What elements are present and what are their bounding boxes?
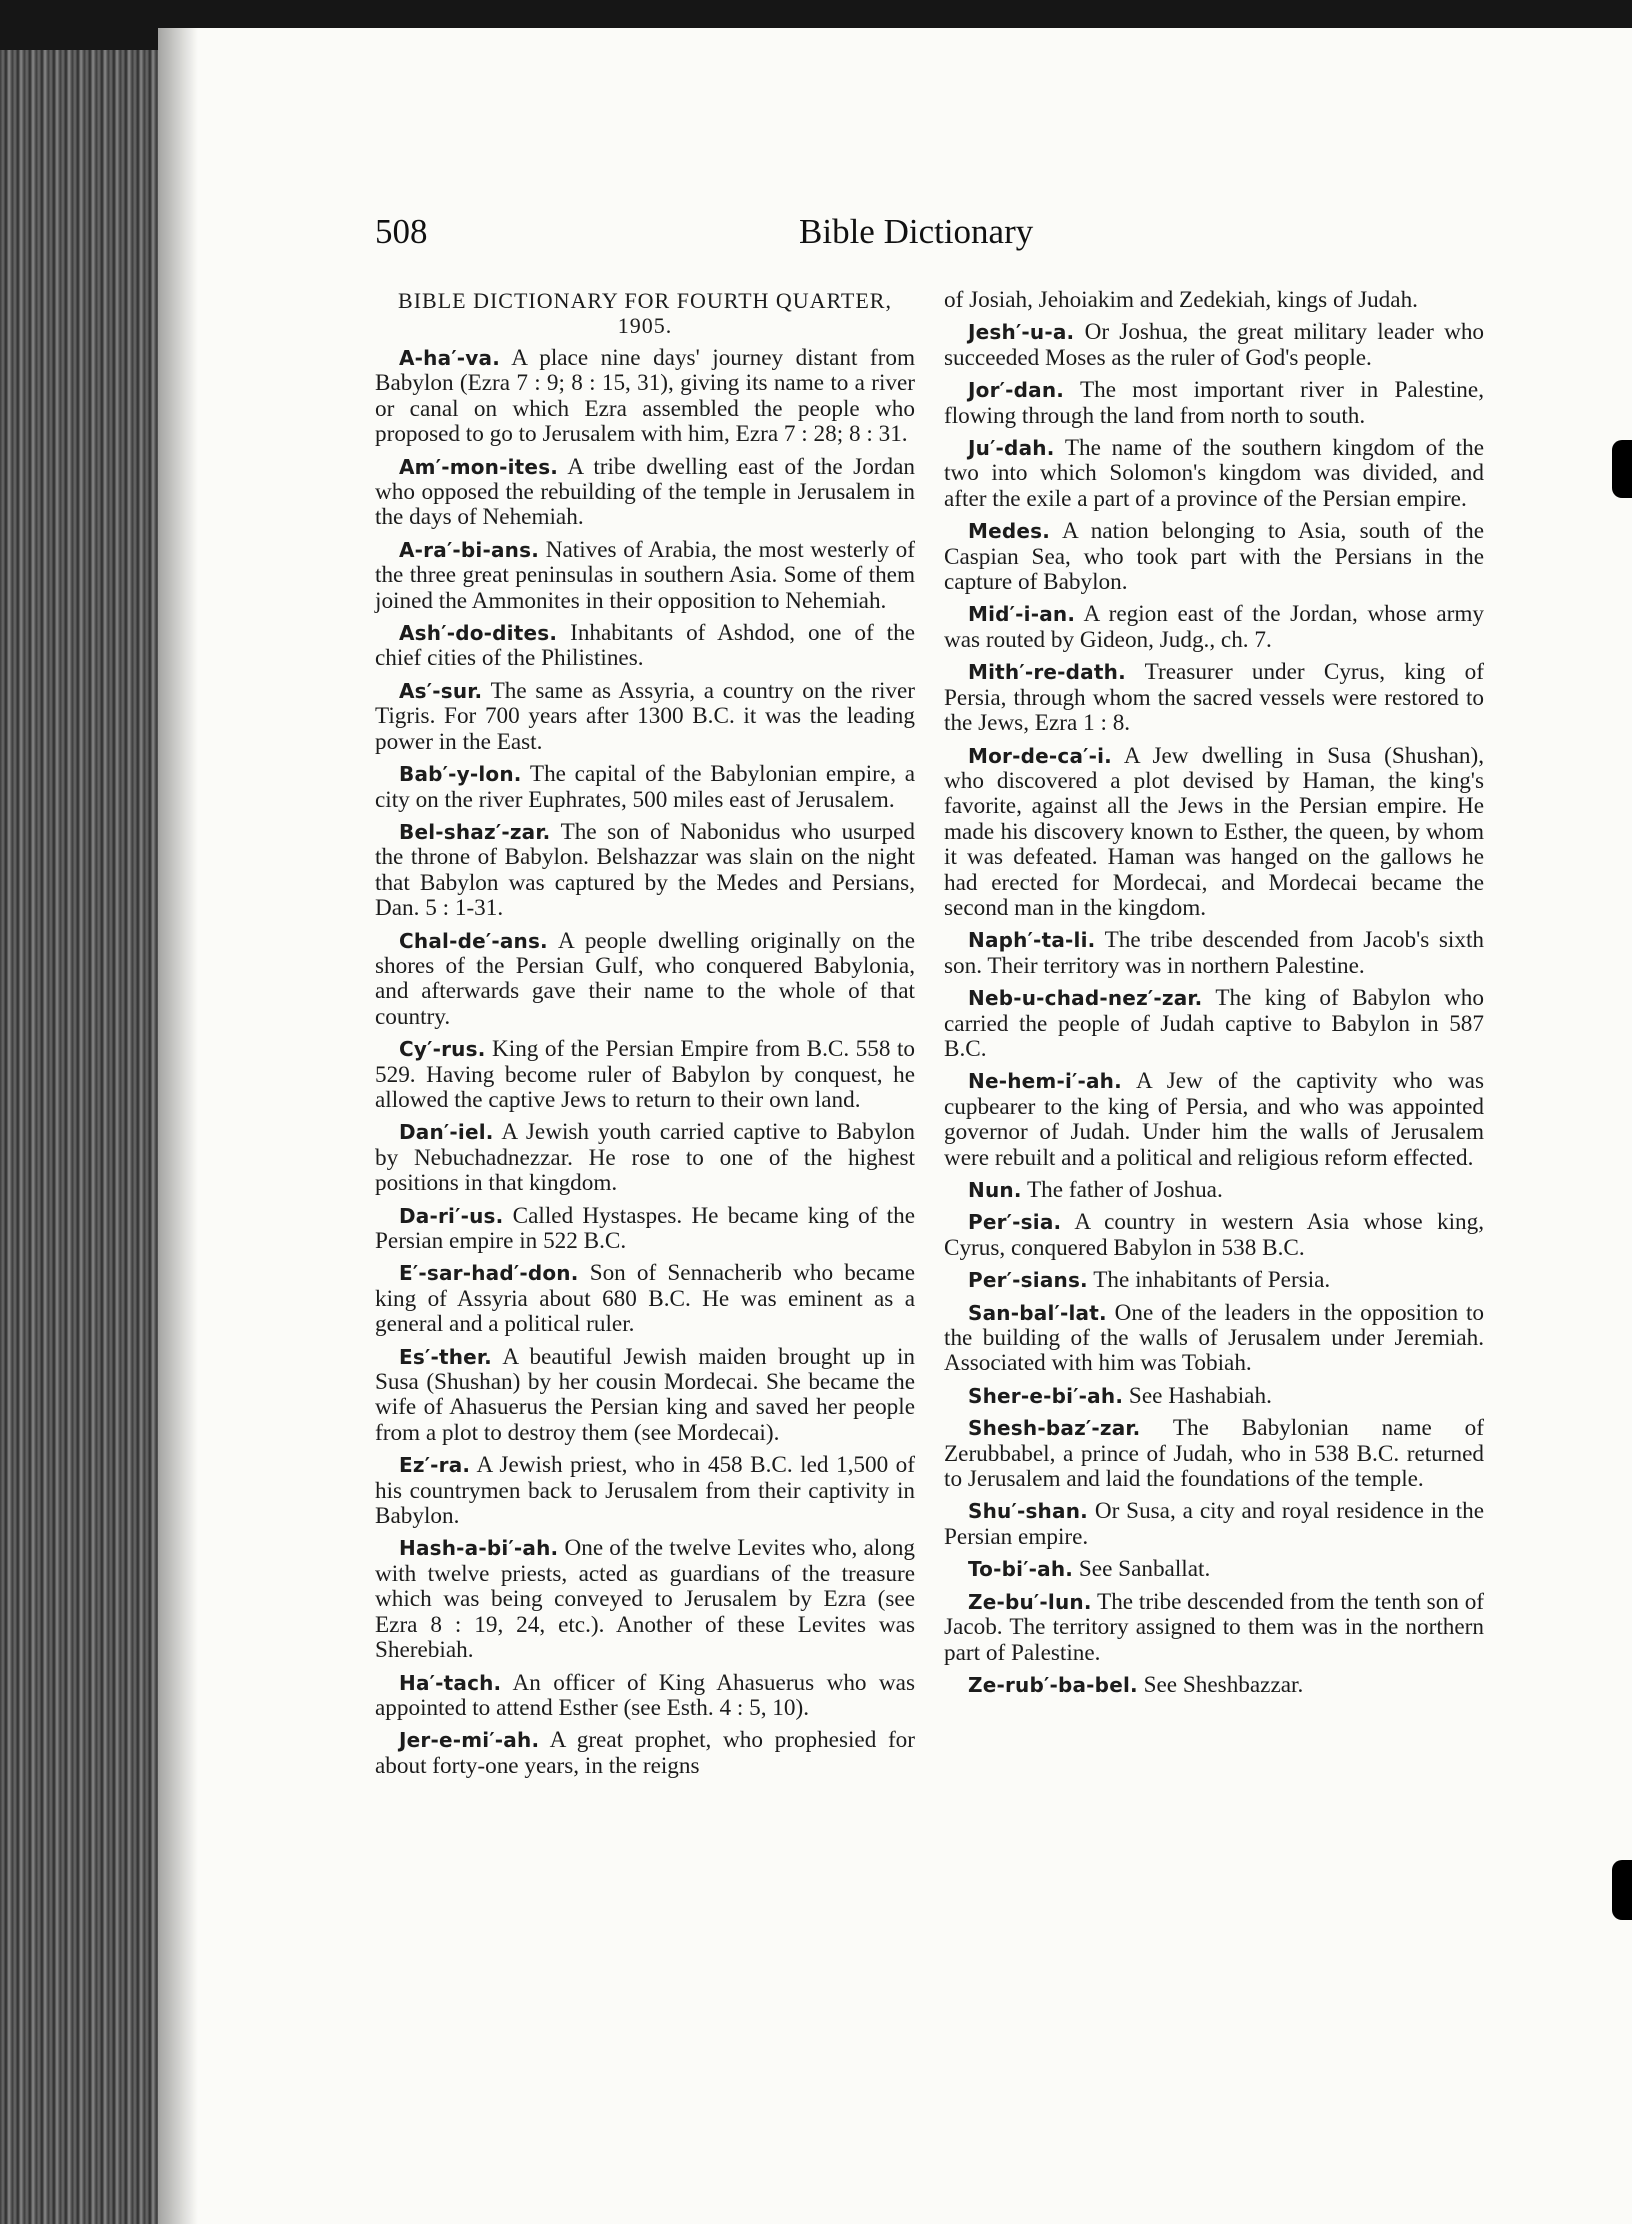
entry-headword: Hash-a-bi′-ah. bbox=[399, 1536, 559, 1561]
dictionary-entry bbox=[375, 1120, 915, 1196]
left-column bbox=[375, 288, 915, 1786]
entry-headword: Ze-rub′-ba-bel. bbox=[968, 1672, 1138, 1697]
entry-headword: Shu′-shan. bbox=[968, 1499, 1088, 1524]
dictionary-entry bbox=[944, 320, 1484, 371]
entry-headword: Es′-ther. bbox=[399, 1344, 492, 1369]
entry-definition: See Hashabiah. bbox=[1128, 1382, 1272, 1409]
entry-definition: An officer of King Ahasuerus who was appointed to attend Esther (see Esth. 4 : 5, 10). bbox=[375, 1669, 915, 1721]
entry-headword: Da-ri′-us. bbox=[399, 1203, 504, 1228]
entry-definition: A place nine days' journey distant from Babylon (Ezra 7 : 9; 8 : 15, 31), giving its name to a river or canal on which Ezra assembled the people who proposed to go to Jerusalem with him, Ezra 7 : 28; 8 : 31. bbox=[375, 345, 915, 448]
dictionary-entry bbox=[944, 928, 1484, 979]
entry-definition: A country in western Asia whose king, Cyrus, conquered Babylon in 538 B.C. bbox=[944, 1209, 1484, 1261]
dictionary-entry bbox=[944, 1210, 1484, 1261]
entry-definition: A Jew of the captivity who was cupbearer to the king of Persia, and who was appointed governor of Judah. Under him the walls of Jerusalem were rebuilt and a political and religious reform effected. bbox=[944, 1068, 1484, 1171]
entry-headword: Naph′-ta-li. bbox=[968, 928, 1096, 953]
entry-definition: Inhabitants of Ashdod, one of the chief cities of the Philistines. bbox=[375, 620, 915, 672]
entry-definition: Called Hystaspes. He became king of the Persian empire in 522 B.C. bbox=[375, 1202, 915, 1254]
dictionary-entry bbox=[944, 1268, 1484, 1293]
entry-headword: Per′-sians. bbox=[968, 1268, 1088, 1293]
entry-headword: A-ha′-va. bbox=[399, 346, 501, 370]
entry-headword: Jesh′-u-a. bbox=[968, 320, 1075, 345]
dictionary-entry bbox=[375, 929, 915, 1031]
entry-headword: Ez′-ra. bbox=[399, 1453, 471, 1478]
entry-headword: Medes. bbox=[968, 519, 1051, 544]
dictionary-entry bbox=[944, 986, 1484, 1062]
entry-definition: The tribe descended from the tenth son of Jacob. The territory assigned to them was in the northern part of Palestine. bbox=[944, 1588, 1485, 1666]
entry-definition: A region east of the Jordan, whose army was routed by Gideon, Judg., ch. 7. bbox=[944, 601, 1484, 653]
entry-definition: A people dwelling originally on the shores of the Persian Gulf, who conquered Babylonia, and afterwards gave their name to the whole of that country. bbox=[375, 927, 915, 1030]
dictionary-entry bbox=[944, 1384, 1484, 1409]
entry-definition: Natives of Arabia, the most westerly of the three great peninsulas in southern Asia. Some of them joined the Ammonites in their opposition to Nehemiah. bbox=[375, 536, 915, 614]
dictionary-entry bbox=[944, 519, 1484, 595]
entry-definition: A Jew dwelling in Susa (Shushan), who discovered a plot devised by Haman, the king's favorite, against all the Jews in the Persian empire. He made his discovery known to Esther, the queen, by whom it was defeated. Haman was hanged on the gallows he had erected for Mordecai, and Mordecai became the second man in the kingdom. bbox=[944, 742, 1484, 921]
dictionary-entry bbox=[944, 378, 1484, 429]
entry-headword: San-bal′-lat. bbox=[968, 1300, 1107, 1325]
dictionary-entry bbox=[375, 1453, 915, 1529]
entry-headword: To-bi′-ah. bbox=[968, 1557, 1074, 1582]
binding-hole-top bbox=[1612, 440, 1632, 498]
entry-definition: The name of the southern kingdom of the two into which Solomon's kingdom was divided, and after the exile a part of a province of the Persian empire. bbox=[944, 435, 1484, 512]
section-title: BIBLE DICTIONARY FOR FOURTH QUARTER, 1905. bbox=[398, 288, 892, 338]
entry-headword: Mith′-re-dath. bbox=[968, 660, 1126, 685]
entry-headword: Bel-shaz′-zar. bbox=[399, 819, 551, 844]
book-page-edges bbox=[0, 50, 170, 2224]
entry-definition: A nation belonging to Asia, south of the Caspian Sea, who took part with the Persians in the capture of Babylon. bbox=[944, 518, 1484, 596]
dictionary-entry bbox=[944, 660, 1484, 736]
dictionary-entry bbox=[375, 679, 915, 755]
entry-definition: Or Joshua, the great military leader who succeeded Moses as the ruler of God's people. bbox=[944, 319, 1485, 371]
dictionary-entry bbox=[944, 1557, 1484, 1582]
entry-definition: A tribe dwelling east of the Jordan who opposed the rebuilding of the temple in Jerusalem in the days of Nehemiah. bbox=[375, 453, 915, 531]
entry-definition: A Jewish youth carried captive to Babylon by Nebuchadnezzar. He rose to one of the highest positions in that kingdom. bbox=[375, 1119, 915, 1197]
dictionary-entry bbox=[944, 602, 1484, 653]
dictionary-entry bbox=[375, 1345, 915, 1447]
entry-headword: E′-sar-had′-don. bbox=[399, 1261, 579, 1286]
dictionary-entry bbox=[375, 1728, 915, 1779]
dictionary-entry bbox=[944, 1301, 1484, 1377]
continued-text: of Josiah, Jehoiakim and Zedekiah, kings of Judah. bbox=[944, 287, 1418, 313]
dictionary-entry bbox=[375, 1037, 915, 1113]
entry-headword: Bab′-y-lon. bbox=[399, 762, 522, 787]
entry-headword: Jer-e-mi′-ah. bbox=[399, 1728, 540, 1753]
entry-definition: One of the twelve Levites who, along with twelve priests, acted as guardians of the treasure which was being conveyed to Jerusalem by Ezra (see Ezra 8 : 19, 24, etc.). Another of these Levites was Sherebiah. bbox=[375, 1535, 916, 1664]
entry-headword: Ash′-do-dites. bbox=[399, 621, 558, 646]
entry-headword: Mor-de-ca′-i. bbox=[968, 743, 1112, 768]
dictionary-entry bbox=[944, 1178, 1484, 1203]
entry-definition: Treasurer under Cyrus, king of Persia, through whom the sacred vessels were restored to the Jews, Ezra 1 : 8. bbox=[944, 659, 1484, 737]
entry-headword: A-ra′-bi-ans. bbox=[399, 537, 540, 562]
entry-headword: Am′-mon-ites. bbox=[399, 454, 559, 479]
right-column bbox=[944, 288, 1484, 1705]
entry-definition: A beautiful Jewish maiden brought up in Susa (Shushan) by her cousin Mordecai. She became the wife of Ahasuerus the Persian king and saved her people from a plot to destroy them (see Mordecai). bbox=[375, 1343, 915, 1446]
entry-headword: Ha′-tach. bbox=[399, 1670, 502, 1695]
dictionary-entry bbox=[944, 744, 1484, 922]
entry-definition: The son of Nabonidus who usurped the throne of Babylon. Belshazzar was slain on the night that Babylon was captured by the Medes and Persians, Dan. 5 : 1-31. bbox=[375, 818, 915, 922]
entry-definition: King of the Persian Empire from B.C. 558 to 529. Having become ruler of Babylon by conquest, he allowed the captive Jews to return to their own land. bbox=[375, 1036, 916, 1113]
dictionary-entry bbox=[375, 621, 915, 672]
entry-definition: A great prophet, who prophesied for about forty-one years, in the reigns bbox=[375, 1727, 915, 1779]
right-entry-list bbox=[944, 320, 1484, 1698]
entry-definition: The most important river in Palestine, flowing through the land from north to south. bbox=[944, 377, 1484, 429]
dictionary-entry bbox=[944, 1590, 1484, 1666]
dictionary-entry bbox=[375, 455, 915, 531]
binding-hole-bottom bbox=[1612, 1860, 1632, 1920]
dictionary-entry bbox=[944, 1499, 1484, 1550]
spine-shadow bbox=[158, 28, 198, 2224]
entry-headword: Dan′-iel. bbox=[399, 1120, 494, 1145]
page-header bbox=[375, 212, 1485, 272]
entry-definition: Or Susa, a city and royal residence in the Persian empire. bbox=[944, 1498, 1485, 1550]
left-entry-list bbox=[375, 346, 915, 1779]
entry-definition: The Babylonian name of Zerubbabel, a prince of Judah, who in 538 B.C. returned to Jerusalem and laid the foundations of the temple. bbox=[944, 1415, 1484, 1493]
dictionary-entry bbox=[375, 346, 915, 448]
dictionary-entry bbox=[375, 538, 915, 614]
running-title: Bible Dictionary bbox=[799, 212, 1034, 251]
entry-definition: The same as Assyria, a country on the river Tigris. For 700 years after 1300 B.C. it was the leading power in the East. bbox=[375, 677, 915, 755]
dictionary-entry bbox=[375, 1204, 915, 1255]
entry-headword: Ne-hem-i′-ah. bbox=[968, 1069, 1122, 1094]
entry-definition: A Jewish priest, who in 458 B.C. led 1,500 of his countrymen back to Jerusalem from their captivity in Babylon. bbox=[375, 1452, 915, 1530]
entry-definition: The inhabitants of Persia. bbox=[1093, 1267, 1331, 1294]
dictionary-entry bbox=[375, 1261, 915, 1337]
entry-headword: Ze-bu′-lun. bbox=[968, 1589, 1092, 1614]
entry-definition: The king of Babylon who carried the people of Judah captive to Babylon in 587 B.C. bbox=[944, 985, 1484, 1062]
dictionary-entry bbox=[944, 1069, 1484, 1171]
dictionary-entry bbox=[944, 1673, 1484, 1698]
dictionary-entry bbox=[375, 1536, 915, 1663]
entry-headword: Chal-de′-ans. bbox=[399, 928, 548, 953]
entry-definition: See Sanballat. bbox=[1078, 1556, 1211, 1583]
entry-definition: Son of Sennacherib who became king of Assyria about 680 B.C. He was eminent as a general and a political ruler. bbox=[375, 1260, 916, 1338]
entry-headword: Nun. bbox=[968, 1178, 1022, 1202]
entry-headword: Jor′-dan. bbox=[968, 378, 1065, 403]
entry-definition: The father of Joshua. bbox=[1027, 1177, 1223, 1203]
entry-headword: Neb-u-chad-nez′-zar. bbox=[968, 986, 1203, 1011]
entry-headword: Per′-sia. bbox=[968, 1210, 1062, 1235]
entry-definition: The tribe descended from Jacob's sixth son. Their territory was in northern Palestine. bbox=[944, 927, 1484, 979]
entry-definition: See Sheshbazzar. bbox=[1143, 1671, 1304, 1698]
entry-headword: Ju′-dah. bbox=[968, 436, 1055, 461]
dictionary-entry bbox=[375, 820, 915, 922]
entry-definition: One of the leaders in the opposition to the building of the walls of Jerusalem under Jeremiah. Associated with him was Tobiah. bbox=[944, 1299, 1484, 1377]
dictionary-entry bbox=[944, 1416, 1484, 1492]
entry-headword: Sher-e-bi′-ah. bbox=[968, 1383, 1124, 1408]
entry-headword: Mid′-i-an. bbox=[968, 602, 1076, 627]
entry-headword: As′-sur. bbox=[399, 678, 483, 703]
entry-headword: Cy′-rus. bbox=[399, 1037, 486, 1062]
dictionary-entry bbox=[944, 436, 1484, 512]
dictionary-entry bbox=[375, 1671, 915, 1722]
page-number: 508 bbox=[375, 212, 428, 251]
entry-headword: Shesh-baz′-zar. bbox=[968, 1416, 1141, 1441]
entry-definition: The capital of the Babylonian empire, a city on the river Euphrates, 500 miles east of Jerusalem. bbox=[375, 761, 915, 813]
dictionary-entry bbox=[375, 762, 915, 813]
